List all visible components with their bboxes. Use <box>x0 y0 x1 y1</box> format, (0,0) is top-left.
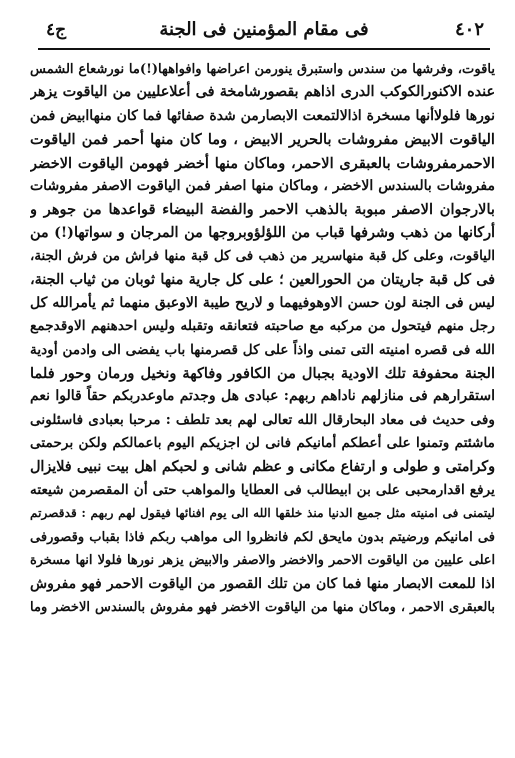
text-line: أركانها من ذهب وشرفها قباب من اللؤلؤوبروجها من المرجان و سواتها(!) من <box>30 224 495 241</box>
volume-label: ج٤ <box>46 20 67 40</box>
text-line: عنده الاكنورالكوكب الدرى اذاهم بقصورشامخة فى أعلاعليين من الياقوت يزهر <box>30 84 495 101</box>
text-line: وكرامتى و طولى و ارتفاع مكانى و عظم شانى و لحبكم اهل بيت نبيى فلايزال <box>30 458 495 475</box>
text-line: الله فى قصره امنيته التى تمنى واذاً على كل قصرمنها باب يفضى الى وادمن أودية <box>30 341 495 358</box>
header-divider <box>38 48 490 50</box>
running-title: فى مقام المؤمنين فى الجنة <box>159 19 369 40</box>
text-line: الجنة محفوفة تلك الاودية بجبال من الكافور وفاكهة ونخيل ورمان وحور فلما <box>30 365 495 383</box>
text-line: اعلى عليين من الياقوت الاحمر والاخضر والاصفر والابيض يزهر نورها فلولا انها مسخرة <box>30 553 495 569</box>
text-line: الاحمرمفروشات بالعبقرى الاحمر، وماكان منها أخضر فهومن الياقوت الاخضر <box>30 154 495 172</box>
text-line: ليتمنى فى امنيته مثل جميع الدنيا منذ خلقها الله الى يوم افنائها فيقول لهم ربهم : قدقصرتم <box>30 506 495 521</box>
text-line: اذا للمعت الابصار منها فما كان من تلك القصور من الياقوت الاحمر فهو مفروش <box>30 575 495 592</box>
text-line: ليس فى الجنة لون حسن الاوهوفيهما و لاريح طيبة الاوعبق منهما ثم يأمرالله كل <box>30 294 495 311</box>
text-line: يرفع اقدارمحبى على بن ابيطالب فى العطايا والمواهب حتى أن المقصرمن شيعته <box>30 482 495 499</box>
text-line: استقرارهم فى منازلهم ناداهم ربهم: عبادى هل وجدتم ماوعدربكم حقاً قالوا نعم <box>30 388 495 405</box>
text-line: فى امانيكم ورضيتم بدون مايحق لكم فانظروا الى مواهب ربكم فاذا بقباب وقصورفى <box>30 529 495 545</box>
text-line: الياقوت، وعلى كل قبة منهاسرير من ذهب فى كل قبة منها فراش من فرش الجنة، <box>30 248 495 265</box>
body-text <box>30 58 495 619</box>
page-header <box>38 14 490 50</box>
text-line: بالارجوان الاصفر مبوبة بالذهب الاحمر والفضة البيضاء قواعدها من جوهر و <box>30 201 495 219</box>
text-line: رجل منهم فيتحول من مركبه مع صاحبته فتعانقه وتقبله وليس احدهنهم الاوقدجمع <box>30 318 495 335</box>
text-line: وفى حديث فى معاد البحارقال الله تعالى لهم بعد تلطف : مرحبا بعبادى فاسئلونى <box>30 411 495 428</box>
text-line: نورها فلولاأنها مسخرة اذالالتمعت الابصارمن شدة صفائها فما كان منهاابيض فمن <box>30 107 495 124</box>
page-number: ٤٠٢ <box>454 19 484 40</box>
text-line: بالعبقرى الاحمر ، وماكان منها من الياقوت الاخضر فهو مفروش بالسندس الاخضر وما <box>30 599 495 615</box>
text-line: فى كل قبة جاريتان من الحورالعين ؛ على كل جارية منها ثوبان من ثياب الجنة، <box>30 271 495 288</box>
text-line: مفروشات بالسندس الاخضر ، وماكان منها اصفر فمن الياقوت الاصفر مفروشات <box>30 177 495 194</box>
text-line: الياقوت الابيض مفروشات بالحرير الابيض ، وما كان منها أحمر فمن الياقوت <box>30 131 495 149</box>
text-line: ياقوت، وفرشها من سندس واستبرق ينورمن اعراضها وافواهها(!)ما نورشعاع الشمس <box>30 62 495 77</box>
text-line: ماشئتم وتمنوا على أعطكم أمانيكم فانى لن اجزيكم اليوم باعمالكم ولكن برحمتى <box>30 435 495 452</box>
